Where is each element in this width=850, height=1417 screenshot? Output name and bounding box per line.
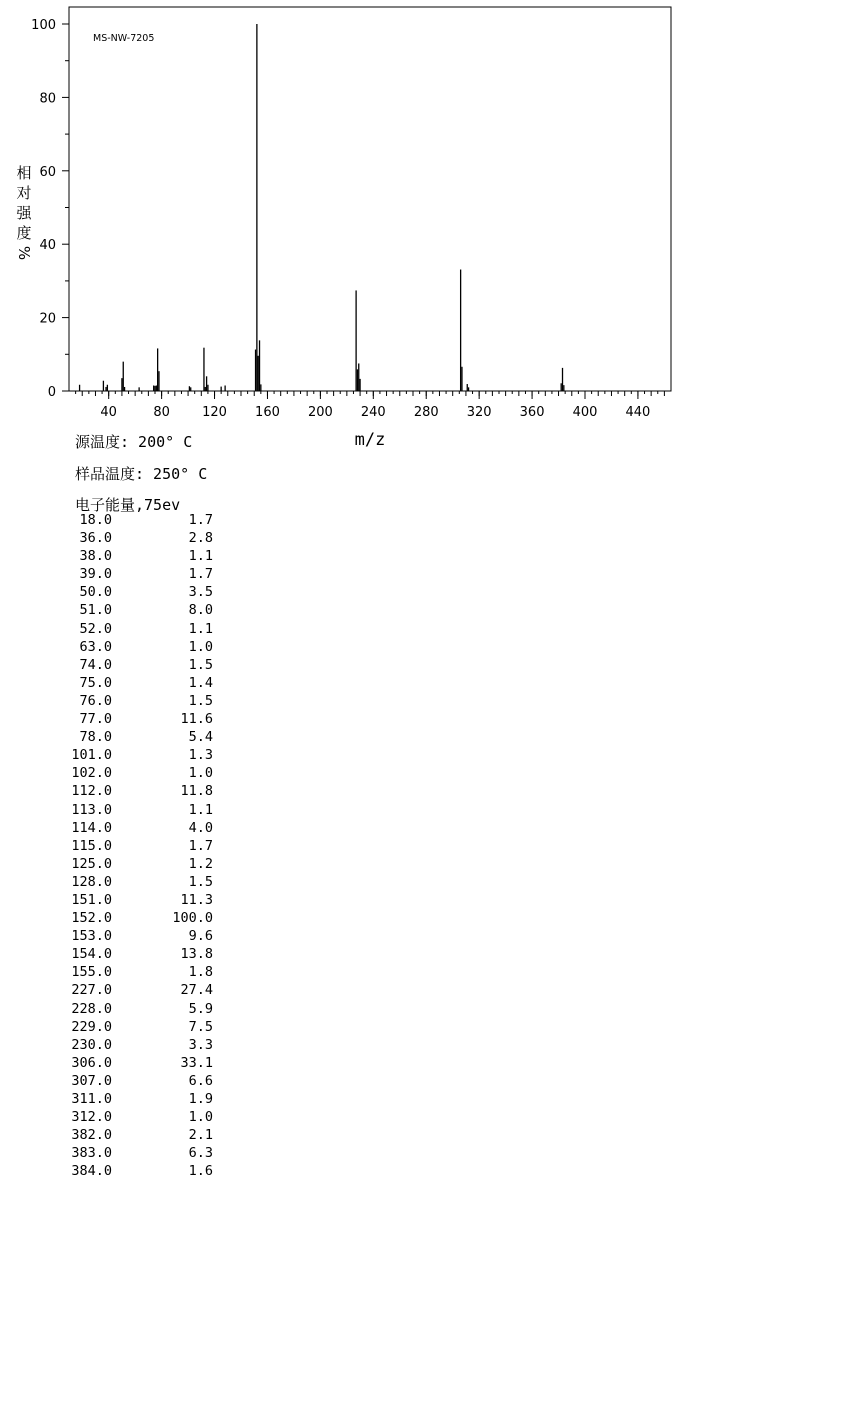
peak-mz: 113.0 (71, 801, 112, 818)
peak-row (40, 692, 220, 710)
peak-abundance: 1.4 (188, 674, 213, 691)
peak-row (40, 638, 220, 656)
peak-mz: 36.0 (79, 530, 112, 547)
peak-row (40, 1126, 220, 1144)
peak-abundance: 1.6 (188, 1163, 213, 1180)
electron-energy: 电子能量,75ev (75, 496, 181, 514)
peak-row (40, 1162, 220, 1180)
peak-mz: 383.0 (71, 1145, 112, 1162)
peak-mz: 155.0 (71, 964, 112, 981)
peak-row (40, 855, 220, 873)
peak-abundance: 1.2 (188, 855, 213, 872)
peak-abundance: 27.4 (180, 982, 213, 999)
peak-row (40, 945, 220, 963)
x-tick-label: 160 (255, 405, 280, 420)
peak-abundance: 1.5 (188, 656, 213, 673)
y-tick-label: 100 (31, 18, 56, 33)
peak-abundance: 5.4 (188, 729, 213, 746)
peak-mz: 51.0 (79, 602, 112, 619)
peak-row (40, 565, 220, 583)
peak-mz: 77.0 (79, 711, 112, 728)
peak-row (40, 529, 220, 547)
peak-mz: 63.0 (79, 638, 112, 655)
chart-title: MS-NW-7205 (93, 33, 155, 44)
peak-row (40, 583, 220, 601)
peak-abundance: 5.9 (188, 1000, 213, 1017)
peak-abundance: 1.0 (188, 638, 213, 655)
peak-row (40, 1090, 220, 1108)
x-axis-label: m/z (354, 430, 386, 450)
peak-abundance: 1.0 (188, 765, 213, 782)
plot-frame (69, 7, 671, 391)
peak-mz: 18.0 (79, 512, 112, 528)
peak-abundance: 1.9 (188, 1091, 213, 1107)
y-axis-ticks (31, 18, 69, 400)
peak-abundance: 9.6 (188, 928, 213, 945)
peak-mz: 38.0 (79, 548, 112, 565)
peak-mz: 306.0 (71, 1054, 112, 1071)
peak-mz: 114.0 (71, 819, 112, 836)
peak-mz: 153.0 (71, 928, 112, 945)
peak-list (40, 511, 220, 1180)
peak-mz: 115.0 (71, 837, 112, 854)
peak-abundance: 100.0 (172, 910, 213, 927)
peak-mz: 78.0 (79, 729, 112, 746)
x-minor-ticks (76, 391, 665, 396)
peak-mz: 307.0 (71, 1072, 112, 1089)
spectrum-peaks (80, 24, 564, 391)
peak-abundance: 1.7 (188, 512, 213, 528)
peak-abundance: 1.1 (188, 548, 213, 565)
peak-mz: 50.0 (79, 584, 112, 601)
y-label-char: 相 (16, 164, 32, 182)
peak-abundance: 1.5 (188, 873, 213, 890)
peak-mz: 154.0 (71, 946, 112, 963)
peak-row (40, 801, 220, 819)
peak-row (40, 1072, 220, 1090)
y-tick-label: 40 (39, 238, 56, 254)
y-label-char: % (15, 245, 33, 261)
peak-abundance: 6.3 (188, 1145, 213, 1162)
peak-row (40, 1144, 220, 1162)
x-tick-label: 120 (202, 405, 227, 420)
peak-row (40, 710, 220, 728)
sample-temperature: 样品温度: 250° C (75, 465, 208, 483)
y-tick-label: 20 (39, 311, 56, 327)
peak-mz: 125.0 (71, 855, 112, 872)
peak-row (40, 1054, 220, 1072)
peak-abundance: 11.8 (180, 783, 213, 800)
y-label-char: 度 (16, 224, 32, 242)
peak-row (40, 981, 220, 999)
x-tick-label: 360 (519, 405, 545, 420)
peak-row (40, 1108, 220, 1126)
x-tick-label: 80 (153, 405, 170, 420)
peak-abundance: 1.7 (188, 837, 213, 854)
peak-abundance: 3.3 (188, 1036, 213, 1053)
peak-mz: 128.0 (71, 873, 112, 890)
peak-row (40, 1000, 220, 1018)
source-temperature: 源温度: 200° C (75, 433, 193, 451)
peak-mz: 312.0 (71, 1109, 112, 1126)
peak-mz: 112.0 (71, 783, 112, 800)
peak-row (40, 909, 220, 927)
peak-abundance: 1.1 (188, 620, 213, 637)
peak-abundance: 1.5 (188, 692, 213, 709)
y-label-char: 强 (16, 204, 32, 222)
peak-row (40, 547, 220, 565)
peak-mz: 102.0 (71, 765, 112, 782)
peak-row (40, 1036, 220, 1054)
peak-mz: 384.0 (71, 1163, 112, 1180)
x-tick-label: 400 (572, 405, 598, 420)
peak-abundance: 1.1 (188, 801, 213, 818)
peak-mz: 39.0 (79, 566, 112, 583)
peak-row (40, 601, 220, 619)
peak-abundance: 13.8 (180, 946, 213, 963)
peak-mz: 76.0 (79, 692, 112, 709)
mass-spectrum-chart (0, 0, 850, 460)
peak-abundance: 33.1 (180, 1054, 213, 1071)
peak-row (40, 674, 220, 692)
peak-mz: 228.0 (71, 1000, 112, 1017)
y-label-char: 对 (16, 184, 32, 202)
peak-abundance: 1.3 (188, 747, 213, 764)
peak-row (40, 656, 220, 674)
peak-row (40, 511, 220, 529)
x-tick-label: 280 (413, 405, 439, 420)
x-axis-ticks (100, 391, 650, 420)
peak-row (40, 782, 220, 800)
peak-abundance: 6.6 (188, 1072, 213, 1089)
peak-abundance: 2.8 (188, 530, 213, 547)
peak-row (40, 963, 220, 981)
peak-row (40, 873, 220, 891)
peak-mz: 227.0 (71, 982, 112, 999)
peak-row (40, 728, 220, 746)
x-tick-label: 200 (307, 405, 333, 420)
peak-mz: 74.0 (79, 656, 112, 673)
peak-mz: 75.0 (79, 674, 112, 691)
x-tick-label: 320 (466, 405, 492, 420)
peak-row (40, 891, 220, 909)
y-tick-label: 80 (39, 91, 56, 107)
peak-row (40, 620, 220, 638)
x-tick-label: 40 (100, 405, 117, 420)
peak-abundance: 1.7 (188, 566, 213, 583)
peak-row (40, 1018, 220, 1036)
peak-abundance: 4.0 (188, 819, 213, 836)
peak-abundance: 8.0 (188, 602, 213, 619)
peak-mz: 101.0 (71, 747, 112, 764)
peak-mz: 382.0 (71, 1127, 112, 1144)
peak-mz: 230.0 (71, 1036, 112, 1053)
y-tick-label: 60 (39, 164, 56, 180)
peak-abundance: 2.1 (188, 1127, 213, 1144)
peak-abundance: 3.5 (188, 584, 213, 601)
peak-abundance: 1.8 (188, 964, 213, 981)
peak-mz: 311.0 (71, 1091, 112, 1107)
x-tick-label: 240 (360, 405, 386, 420)
y-axis-label (15, 164, 33, 260)
y-tick-label: 0 (47, 385, 56, 400)
x-tick-label: 440 (625, 405, 651, 420)
peak-abundance: 11.3 (180, 891, 213, 908)
peak-abundance: 11.6 (180, 711, 213, 728)
peak-mz: 152.0 (71, 910, 112, 927)
peak-row (40, 764, 220, 782)
peak-row (40, 746, 220, 764)
peak-abundance: 7.5 (188, 1018, 213, 1035)
peak-row (40, 837, 220, 855)
peak-mz: 151.0 (71, 891, 112, 908)
peak-row (40, 927, 220, 945)
peak-abundance: 1.0 (188, 1109, 213, 1126)
peak-row (40, 819, 220, 837)
peak-mz: 229.0 (71, 1018, 112, 1035)
peak-mz: 52.0 (79, 620, 112, 637)
